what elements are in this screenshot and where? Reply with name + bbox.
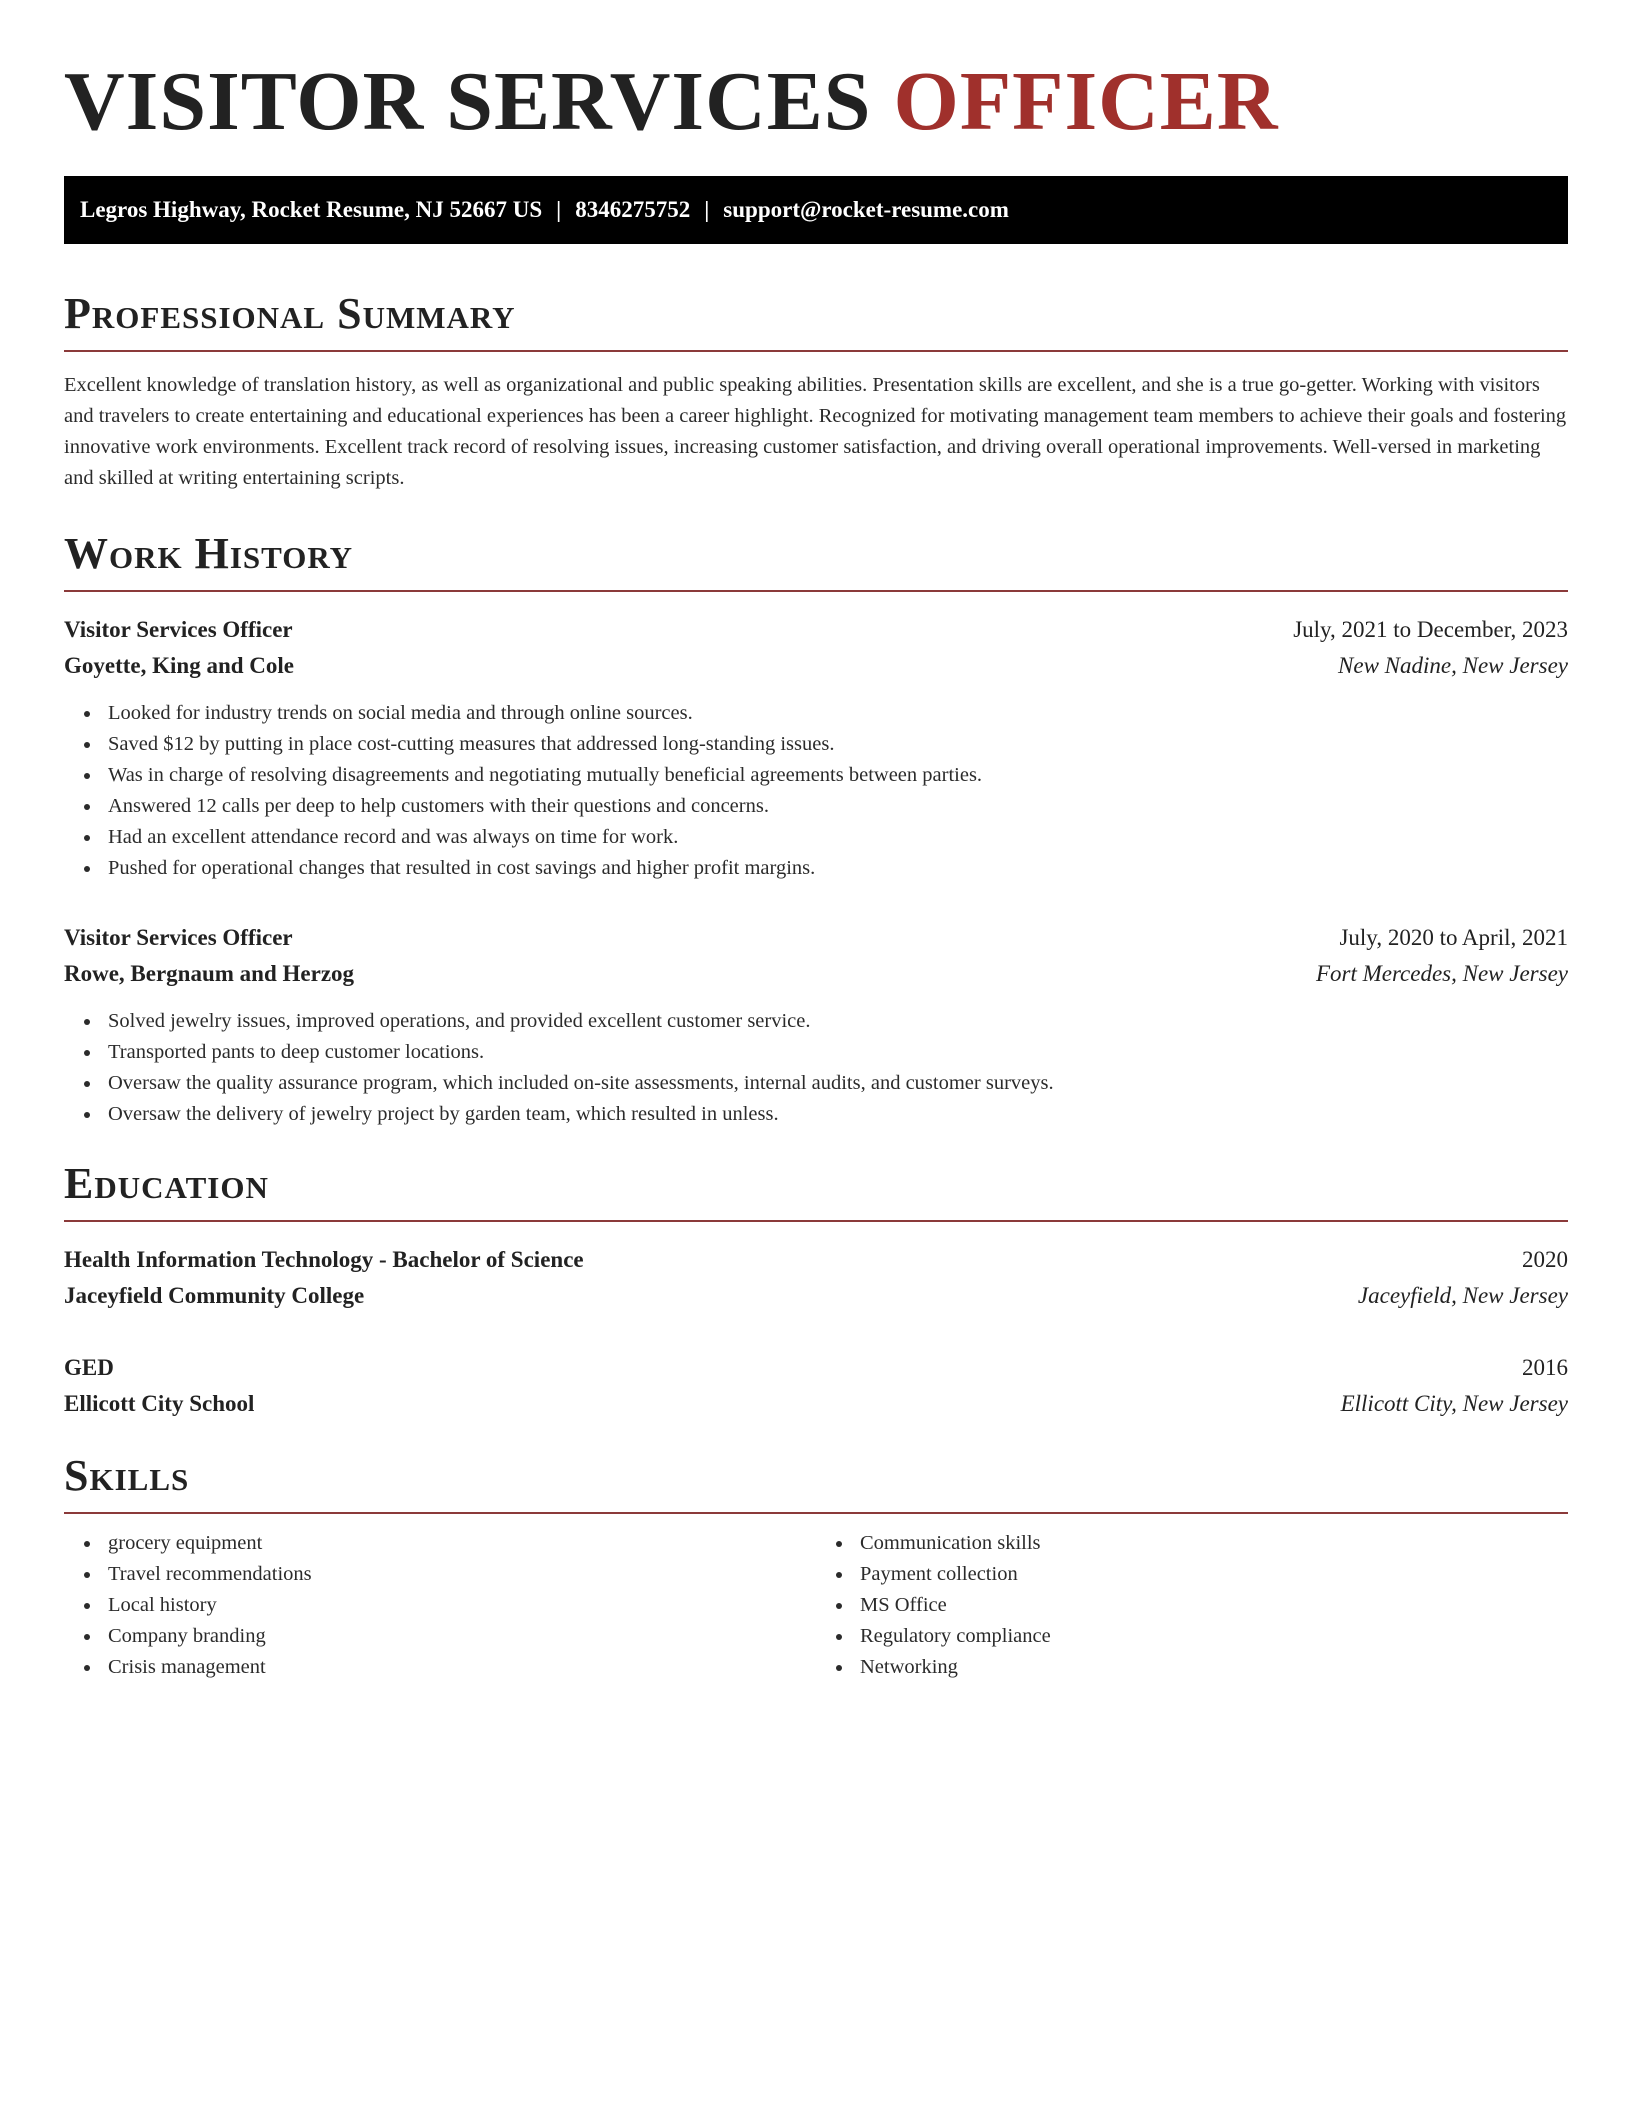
education-degree-row — [64, 1350, 1568, 1386]
education-school: Ellicott City School — [64, 1391, 255, 1416]
job-bullet: Looked for industry trends on social media and through online sources. — [108, 698, 1568, 729]
job-bullet: Oversaw the quality assurance program, which included on-site assessments, internal audits, and customer surveys. — [108, 1068, 1568, 1099]
job-title: Visitor Services Officer — [64, 617, 293, 642]
skill-item: Crisis management — [108, 1652, 816, 1683]
job-title: Visitor Services Officer — [64, 925, 293, 950]
job-bullet: Oversaw the delivery of jewelry project by garden team, which resulted in unless. — [108, 1099, 1568, 1130]
job-entry — [64, 920, 1568, 1130]
education-degree: Health Information Technology - Bachelor of Science — [64, 1247, 584, 1272]
skill-item: Regulatory compliance — [860, 1621, 1568, 1652]
work-history-heading: Work History — [64, 529, 354, 578]
job-bullets — [64, 1006, 1568, 1130]
section-divider — [64, 350, 1568, 352]
section-divider — [64, 1512, 1568, 1514]
resume-title — [64, 52, 1568, 152]
skill-item: Company branding — [108, 1621, 816, 1652]
job-bullet: Solved jewelry issues, improved operations, and provided excellent customer service. — [108, 1006, 1568, 1037]
skill-item: Local history — [108, 1590, 816, 1621]
summary-heading: Professional Summary — [64, 289, 516, 338]
job-bullet: Saved $12 by putting in place cost-cutting measures that addressed long-standing issues. — [108, 729, 1568, 760]
contact-email: support@rocket-resume.com — [723, 197, 1009, 222]
job-company-row — [64, 648, 1568, 684]
contact-separator: | — [556, 197, 562, 222]
education-entry — [64, 1242, 1568, 1314]
education-heading: Education — [64, 1159, 269, 1208]
education-location: Ellicott City, New Jersey — [1340, 1391, 1568, 1416]
skills-heading: Skills — [64, 1451, 190, 1500]
skill-item: MS Office — [860, 1590, 1568, 1621]
job-dates: July, 2020 to April, 2021 — [1339, 925, 1568, 950]
skill-item: Networking — [860, 1652, 1568, 1683]
skills-column-left — [64, 1528, 816, 1683]
section-divider — [64, 1220, 1568, 1222]
job-company-row — [64, 956, 1568, 992]
skill-item: Travel recommendations — [108, 1559, 816, 1590]
education-degree: GED — [64, 1355, 114, 1380]
title-accent: OFFICER — [893, 55, 1279, 148]
skill-item: Payment collection — [860, 1559, 1568, 1590]
job-company: Rowe, Bergnaum and Herzog — [64, 961, 355, 986]
job-bullet: Was in charge of resolving disagreements and negotiating mutually beneficial agreements between parties. — [108, 760, 1568, 791]
contact-bar — [64, 176, 1568, 244]
education-year: 2020 — [1522, 1247, 1568, 1272]
job-bullets — [64, 698, 1568, 884]
education-location: Jaceyfield, New Jersey — [1357, 1283, 1568, 1308]
summary-text: Excellent knowledge of translation history, as well as organizational and public speaking abilities. Presentation skills are excellent, and she is a true go-getter. Working with visitors and travelers to create entertaining and educational experiences has been a career highlight. Recognized for motivating management team members to achieve their goals and fostering innovative work environments. Excellent track record of resolving issues, increasing customer satisfaction, and driving overall operational improvements. Well-versed in marketing and skilled at writing entertaining scripts. — [64, 374, 1567, 489]
job-title-row — [64, 920, 1568, 956]
job-title-row — [64, 612, 1568, 648]
job-dates: July, 2021 to December, 2023 — [1293, 617, 1568, 642]
skills-column-right — [816, 1528, 1568, 1683]
job-location: New Nadine, New Jersey — [1338, 653, 1568, 678]
job-location: Fort Mercedes, New Jersey — [1315, 961, 1568, 986]
education-year: 2016 — [1522, 1355, 1568, 1380]
contact-phone: 8346275752 — [575, 197, 691, 222]
skills-list — [64, 1528, 1568, 1683]
education-school: Jaceyfield Community College — [64, 1283, 365, 1308]
section-divider — [64, 590, 1568, 592]
skills-bullets — [816, 1528, 1568, 1683]
education-school-row — [64, 1278, 1568, 1314]
job-bullet: Answered 12 calls per deep to help customers with their questions and concerns. — [108, 791, 1568, 822]
education-entry — [64, 1350, 1568, 1422]
contact-separator: | — [704, 197, 710, 222]
skill-item: grocery equipment — [108, 1528, 816, 1559]
contact-address: Legros Highway, Rocket Resume, NJ 52667 US — [80, 197, 543, 222]
education-degree-row — [64, 1242, 1568, 1278]
education-school-row — [64, 1386, 1568, 1422]
skills-bullets — [64, 1528, 816, 1683]
job-bullet: Transported pants to deep customer locations. — [108, 1037, 1568, 1068]
job-company: Goyette, King and Cole — [64, 653, 294, 678]
skill-item: Communication skills — [860, 1528, 1568, 1559]
job-bullet: Had an excellent attendance record and was always on time for work. — [108, 822, 1568, 853]
job-entry — [64, 612, 1568, 884]
title-main: VISITOR SERVICES — [64, 55, 872, 148]
job-bullet: Pushed for operational changes that resulted in cost savings and higher profit margins. — [108, 853, 1568, 884]
